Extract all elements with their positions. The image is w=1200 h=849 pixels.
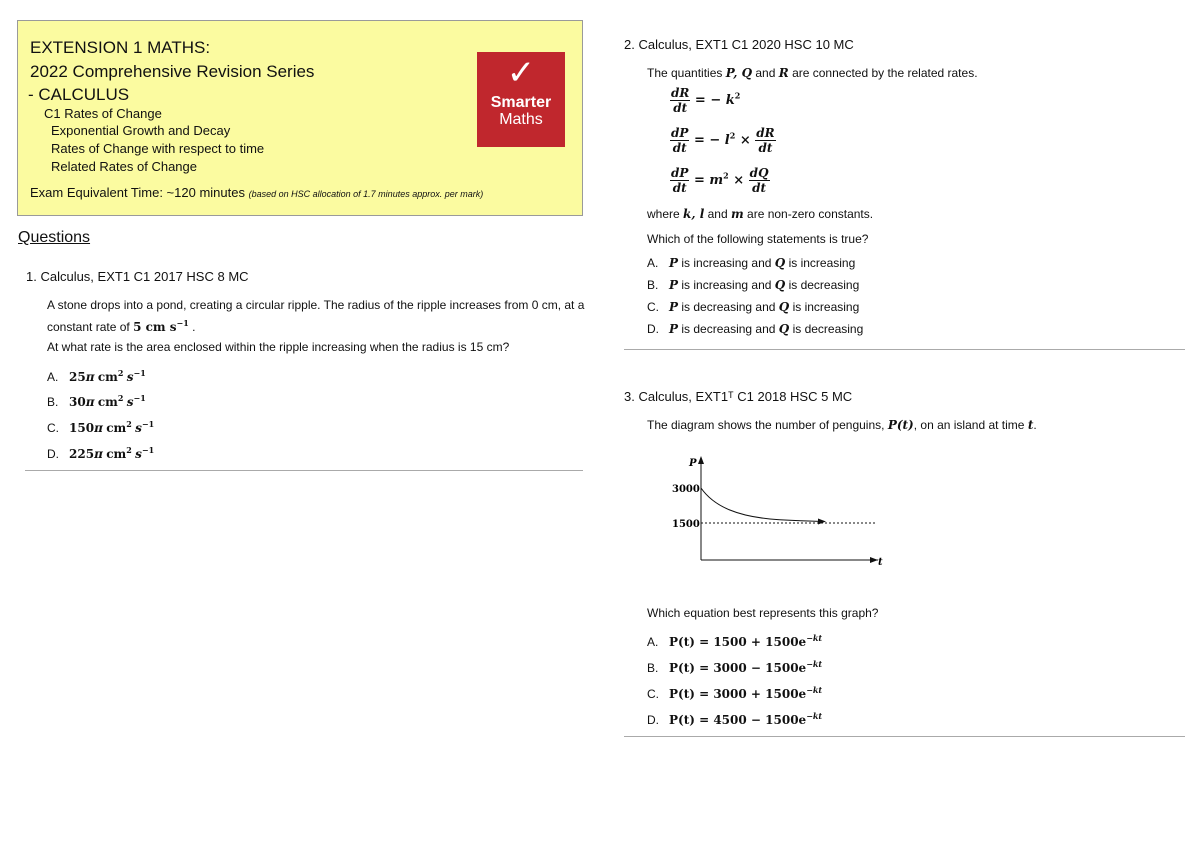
exam-time-label: Exam Equivalent Time: ~120 minutes [30,185,245,200]
option-text: is decreasing and [681,300,776,314]
q1-option: A. 25π $cm^2$ $s^{-1}$ [47,368,146,384]
q1-text-line2: constant rate of 5 cm $s^{-1}$ . [47,318,196,334]
option-equation: P(t) = 3000 − 1500e [669,661,807,675]
q2-intro-vars: P, Q [725,66,753,80]
topic-item: Related Rates of Change [51,159,197,174]
q1-text-line1: A stone drops into a pond, creating a circular ripple. The radius of the ripple increases from 0 cm, at a [47,298,585,312]
q2-where-m: m [730,207,744,221]
q1-option: B. 30π $cm^2$ $s^{-1}$ [47,393,146,409]
option-text2: is decreasing [792,322,864,336]
title-line2: 2022 Comprehensive Revision Series [30,62,315,81]
option-text: is increasing and [681,278,772,292]
q2-where [647,205,873,223]
exam-note: (based on HSC allocation of 1.7 minutes approx. per mark) [248,189,484,199]
option-text2: is increasing [792,300,860,314]
q3-text-p: P(t) [887,418,914,432]
option-equation: P(t) = 1500 + 1500e [669,635,807,649]
option-text2: is increasing [788,256,856,270]
option-coef: 150 [69,421,95,435]
q3-title: 3. Calculus, EXT1ᵀ C1 2018 HSC 5 MC [624,389,853,404]
x-axis-label: t [878,557,883,568]
option-text2: is decreasing [788,278,860,292]
q2-equation-1: $\frac{dR}{dt}$ = − $k^2$ [671,86,741,115]
decay-curve [701,488,822,522]
q3-option: B. $P(t) = 3000 - 1500e^{-kt}$ [647,659,823,675]
q1-title: 1. Calculus, EXT1 C1 2017 HSC 8 MC [26,269,249,284]
option-letter: A. [47,370,59,384]
q3-text-b: , on an island at time [913,418,1025,432]
q2-option: A. P is increasing and Q is increasing [647,256,856,270]
q2-divider [624,349,1185,350]
option-text: is decreasing and [681,322,776,336]
q2-intro [647,64,978,82]
option-letter: C. [647,687,659,701]
option-letter: B. [47,395,59,409]
q2-question: Which of the following statements is true? [647,232,869,246]
option-letter: B. [647,278,659,292]
logo-line1: Smarter [490,94,552,111]
topic-item: Rates of Change with respect to time [51,141,265,156]
q2-option: B. P is increasing and Q is decreasing [647,278,860,292]
y-axis-label: P [689,458,697,469]
y-axis-arrow [698,456,704,464]
option-equation: P(t) = 4500 − 1500e [669,713,807,727]
q2-where-a: where [647,207,680,221]
option-letter: A. [647,256,659,270]
option-letter: B. [647,661,659,675]
option-letter: D. [47,447,59,461]
option-letter: D. [647,713,659,727]
tick-1500: 1500 [672,519,700,530]
q2-title: 2. Calculus, EXT1 C1 2020 HSC 10 MC [624,37,854,52]
option-equation: P(t) = 3000 + 1500e [669,687,807,701]
topic-item: Exponential Growth and Decay [51,123,231,138]
q2-option: D. P is decreasing and Q is decreasing [647,322,864,336]
title-line1: EXTENSION 1 MATHS: [30,38,211,57]
q2-where-and: and [707,207,728,221]
q2-equation-2: $\frac{dP}{dt}$ = − $l^2$ × $\frac{dR}{dt}$ [671,126,775,155]
topic-code: C1 Rates of Change [44,106,162,121]
q1-rate: 5 cm s [133,320,177,334]
q1-option: D. 225π $cm^2$ $s^{-1}$ [47,445,155,461]
tick-3000: 3000 [672,484,700,495]
q3-option: A. $P(t) = 1500 + 1500e^{-kt}$ [647,633,823,649]
subject-title: - CALCULUS [28,85,130,104]
questions-heading: Questions [18,229,91,246]
exam-time [30,185,483,200]
curve-arrow [818,519,826,525]
option-unit: cm [97,395,118,409]
q1-text-b: constant rate of [47,320,130,334]
option-letter: C. [47,421,59,435]
option-letter: C. [647,300,659,314]
q3-question: Which equation best represents this graph? [647,606,879,620]
q1-option: C. 150π $cm^2$ $s^{-1}$ [47,419,155,435]
option-unit: cm [106,421,127,435]
q2-equation-3: $\frac{dP}{dt}$ = $m^2$ × $\frac{dQ}{dt}$ [671,166,769,195]
q2-intro-r: R [778,66,789,80]
q1-question: At what rate is the area enclosed within the ripple increasing when the radius is 15 cm? [47,340,510,354]
logo-line2: Maths [499,111,543,128]
option-unit: cm [106,447,127,461]
option-coef: 30 [69,395,86,409]
q2-intro-b: are connected by the related rates. [792,66,978,80]
option-coef: 25 [69,370,86,384]
q2-where-b: are non-zero constants. [747,207,874,221]
q3-text-t: t [1027,418,1034,432]
option-letter: D. [647,322,659,336]
q2-intro-a: The quantities [647,66,723,80]
x-axis-arrow [870,557,878,563]
q3-option: C. $P(t) = 3000 + 1500e^{-kt}$ [647,685,823,701]
smarter-maths-logo [477,52,565,147]
q3-divider [624,736,1185,737]
q1-text [47,296,587,336]
q2-option: C. P is decreasing and Q is increasing [647,300,860,314]
q2-where-vars: k, l [683,207,705,221]
header-box [17,20,583,216]
penguin-graph [660,452,890,568]
q1-divider [25,470,583,471]
q3-option: D. $P(t) = 4500 - 1500e^{-kt}$ [647,711,823,727]
option-letter: A. [647,635,659,649]
checkmark-icon: ✓ [506,54,536,92]
option-unit: cm [97,370,118,384]
option-text: is increasing and [681,256,772,270]
option-coef: 225 [69,447,95,461]
q3-text-a: The diagram shows the number of penguins, [647,418,885,432]
q2-intro-and: and [755,66,776,80]
q3-intro: The diagram shows the number of penguins, P(t), on an island at time t. [647,418,1037,432]
